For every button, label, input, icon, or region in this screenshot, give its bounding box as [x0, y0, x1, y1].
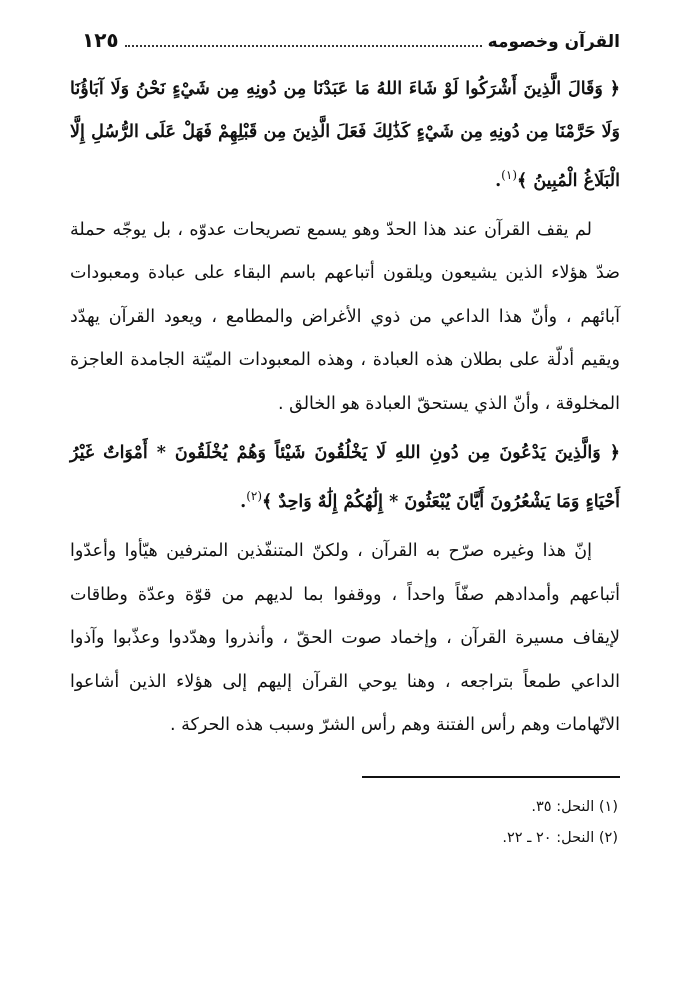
- footnote-divider: [362, 776, 620, 778]
- footnote-ref-2: (٢): [246, 489, 263, 504]
- quran-verse-1: ﴿ وَقَالَ الَّذِينَ أَشْرَكُوا لَوْ شَاءَ اللهُ مَا عَبَدْنَا مِن دُونِهِ مِن شَيْءٍ نَحْنُ وَلَا آبَاؤُنَا وَلَا حَرَّمْنَا مِن دُونِهِ مِن شَيْءٍ كَذَٰلِكَ فَعَلَ الَّذِينَ مِن قَبْلِهِمْ فَهَلْ عَلَى الرُّسُلِ إِلَّا الْبَلَاغُ الْمُبِينُ ﴾$^{(١)}$.: [70, 79, 620, 191]
- paragraph-1: لم يقف القرآن عند هذا الحدّ وهو يسمع تصريحات عدوّه ، بل يوجّه حملة ضدّ هؤلاء الذين يشيعون ويلقون أتباعهم باسم البقاء على عبادة ومعبودات آبائهم ، وأنّ هذا الداعي من ذوي الأغراض والمطامع ، ويعود القرآن يهدّد ويقيم أدلّة على بطلان هذه العبادة ، وهذه المعبودات الميّتة الجامدة العاجزة المخلوقة ، وأنّ الذي يستحقّ العبادة هو الخالق .: [70, 219, 620, 414]
- page-header: [82, 28, 620, 62]
- leader-dots: [125, 45, 482, 47]
- verse-2-text: ﴿ وَالَّذِينَ يَدْعُونَ مِن دُونِ اللهِ لَا يَخْلُقُونَ شَيْئاً وَهُمْ يُخْلَقُونَ * أَمْوَاتٌ غَيْرُ أَحْيَاءٍ وَمَا يَشْعُرُونَ أَيَّانَ يُبْعَثُونَ * إِلَٰهُكُمْ إِلَٰهٌ وَاحِدٌ ﴾: [70, 443, 620, 513]
- running-title: القرآن وخصومه: [487, 32, 620, 52]
- footnote-1: (١) النحل: ٣٥.: [531, 798, 618, 815]
- paragraph-2: إنّ هذا وغيره صرّح به القرآن ، ولكنّ المتنفّذين المترفين هيّأوا وأعدّوا أتباعهم وأمدادهم صفّاً واحداً ، ووقفوا بما لديهم من قوّة وعدّة وطاقات لإيقاف مسيرة القرآن ، وإخماد صوت الحقّ ، وأنذروا وهدّدوا وعذّبوا وآذوا الداعي طمعاً بتراجعه ، وهنا يوحي القرآن إليهم إلى هؤلاء الذين أشاعوا الاتّهامات وهم رأس الفتنة وهم رأس الشرّ وسبب هذه الحركة .: [70, 541, 620, 736]
- footnote-2: (٢) النحل: ٢٠ ـ ٢٢.: [502, 829, 618, 846]
- verse-1-text: ﴿ وَقَالَ الَّذِينَ أَشْرَكُوا لَوْ شَاءَ اللهُ مَا عَبَدْنَا مِن دُونِهِ مِن شَيْءٍ نَحْنُ وَلَا آبَاؤُنَا وَلَا حَرَّمْنَا مِن دُونِهِ مِن شَيْءٍ كَذَٰلِكَ فَعَلَ الَّذِينَ مِن قَبْلِهِمْ فَهَلْ عَلَى الرُّسُلِ إِلَّا الْبَلَاغُ الْمُبِينُ ﴾: [70, 79, 620, 191]
- footnote-ref-1: (١): [501, 168, 517, 182]
- quran-verse-2: ﴿ وَالَّذِينَ يَدْعُونَ مِن دُونِ اللهِ لَا يَخْلُقُونَ شَيْئاً وَهُمْ يُخْلَقُونَ * أَمْوَاتٌ غَيْرُ أَحْيَاءٍ وَمَا يَشْعُرُونَ أَيَّانَ يُبْعَثُونَ * إِلَٰهُكُمْ إِلَٰهٌ وَاحِدٌ ﴾$^{(٢)}$.: [70, 443, 620, 513]
- page-number: ١٢٥: [82, 28, 119, 52]
- book-page: [70, 28, 620, 854]
